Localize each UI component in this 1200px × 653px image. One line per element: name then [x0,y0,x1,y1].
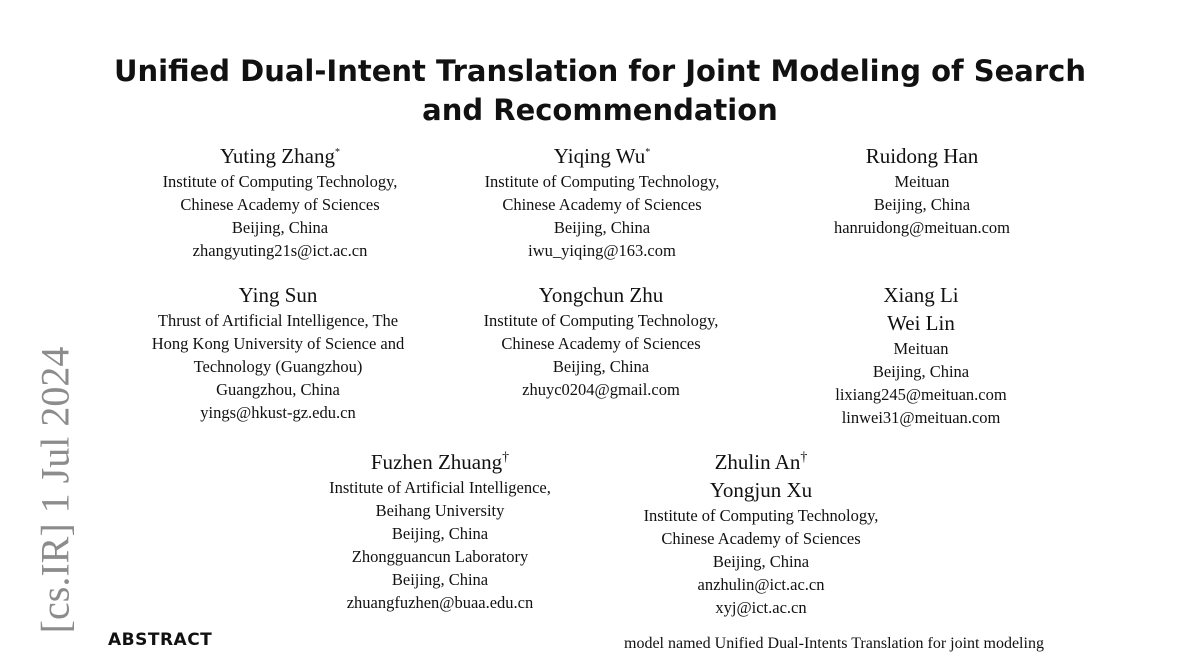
author-block [644,448,879,619]
author-block [163,142,398,262]
author-affiliation: Thrust of Artificial Intelligence, The [157,311,399,330]
author-affiliation: Institute of Computing Technology, [483,311,719,330]
author-email: zhangyuting21s@ict.ac.cn [192,241,368,260]
author-name: Yongjun Xu [709,478,813,502]
author-affiliation: Hong Kong University of Science and [151,334,405,353]
author-name: Wei Lin [887,311,955,335]
author-email: iwu_yiqing@163.com [528,241,676,260]
author-email: linwei31@meituan.com [841,408,1001,427]
paper-title: Unified Dual-Intent Translation for Joint Modeling of Search and Recommendation [113,54,1087,127]
author-name: Yongchun Zhu [538,283,664,307]
author-affiliation: Beijing, China [872,362,970,381]
author-affiliation: Meituan [894,172,950,191]
author-block [834,142,1010,239]
author-affiliation: Chinese Academy of Sciences [501,334,701,353]
author-block [484,281,719,401]
author-affiliation: Institute of Computing Technology, [643,506,879,525]
author-email: hanruidong@meituan.com [833,218,1011,237]
author-email: anzhulin@ict.ac.cn [697,575,825,594]
author-name: Ying Sun [238,283,318,307]
equal-contribution-mark: * [645,147,651,158]
abstract-text-col2: model named Unified Dual-Intents Translation for joint modeling [624,635,1044,652]
author-affiliation: Technology (Guangzhou) [193,357,363,376]
author-affiliation: Beijing, China [712,552,810,571]
author-email: zhuangfuzhen@buaa.edu.cn [346,593,534,612]
author-affiliation: Chinese Academy of Sciences [502,195,702,214]
author-name: Fuzhen Zhuang† [370,450,510,474]
author-block [329,448,551,614]
author-name: Yiqing Wu* [553,144,651,168]
author-block [835,281,1006,429]
author-email: yings@hkust-gz.edu.cn [200,403,356,422]
author-email: xyj@ict.ac.cn [715,598,807,617]
author-affiliation: Chinese Academy of Sciences [180,195,380,214]
author-block [485,142,720,262]
author-affiliation: Beijing, China [552,357,650,376]
author-affiliation: Beijing, China [391,570,489,589]
author-affiliation: Chinese Academy of Sciences [661,529,861,548]
abstract-heading: ABSTRACT [108,630,213,650]
author-affiliation: Zhongguancun Laboratory [351,547,529,566]
corresponding-author-mark: † [800,450,808,465]
author-affiliation: Beihang University [375,501,505,520]
author-affiliation: Institute of Artificial Intelligence, [329,478,551,497]
author-name: Zhulin An† [714,450,808,474]
author-email: zhuyc0204@gmail.com [522,380,680,399]
corresponding-author-mark: † [502,450,510,465]
author-name: Xiang Li [883,283,959,307]
author-affiliation: Beijing, China [873,195,971,214]
author-email: lixiang245@meituan.com [835,385,1007,404]
author-affiliation: Beijing, China [391,524,489,543]
arxiv-side-stamp: [cs.IR] 1 Jul 2024 [32,346,78,634]
author-affiliation: Beijing, China [553,218,651,237]
author-affiliation: Institute of Computing Technology, [484,172,720,191]
author-name: Ruidong Han [865,144,979,168]
author-affiliation: Meituan [893,339,949,358]
author-affiliation: Institute of Computing Technology, [162,172,398,191]
author-affiliation: Beijing, China [231,218,329,237]
author-affiliation: Guangzhou, China [216,380,340,399]
equal-contribution-mark: * [334,147,340,158]
author-block [152,281,405,424]
author-name: Yuting Zhang* [220,144,340,168]
